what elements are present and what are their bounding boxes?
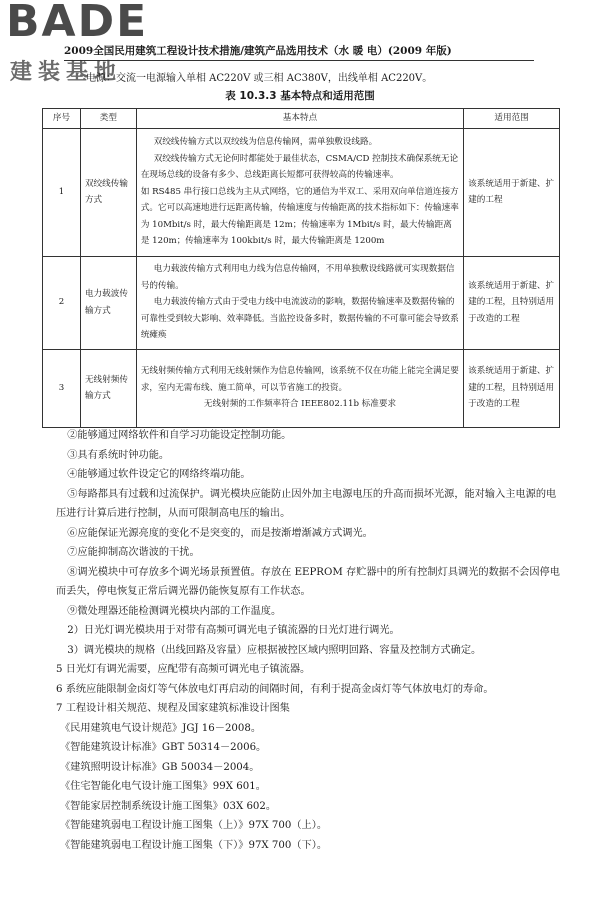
feature-text: 双绞线传输方式无论何时都能处于最佳状态，CSMA/CD 控制技术确保系统无论在现场总线的设备有多少、总线距离长短都可获得较高的传输速率。 bbox=[140, 153, 459, 181]
header-no: 序号 bbox=[43, 109, 81, 129]
list-item: 6 系统应能限制金卤灯等气体放电灯再启动的间隔时间，有利于提高金卤灯等气体放电灯的寿命。 bbox=[56, 683, 494, 695]
logo-wordmark: BADE bbox=[6, 0, 149, 47]
list-item: ⑦应能抑制高次谐波的干扰。 bbox=[67, 547, 200, 558]
feature-text: 电力载波传输方式由于受电力线中电流波动的影响，数据传输速率及数据传输的可靠性受到较大影响、效率降低。当监控设备多时，数据传输的不可靠可能会导致系统瘫痪 bbox=[140, 297, 459, 341]
list-item: ③具有系统时钟功能。 bbox=[67, 449, 170, 461]
row-type: 双绞线传输方式 bbox=[80, 128, 136, 256]
list-item: ④能够通过软件设定它的网络终端功能。 bbox=[67, 469, 251, 480]
row-type: 无线射频传输方式 bbox=[80, 349, 136, 427]
row-scope: 该系统适用于新建、扩建的工程，且特别适用于改造的工程 bbox=[464, 256, 560, 349]
reference-item: 《智能家居控制系统设计施工图集》03X 602。 bbox=[60, 800, 277, 812]
table-caption: 表 10.3.3 基本特点和适用范围 bbox=[225, 90, 375, 102]
list-item: 5 日光灯有调光需要，应配带有高频可调光电子镇流器。 bbox=[56, 664, 311, 675]
feature-text: 电力载波传输方式利用电力线为信息传输网，不用单独敷设线路就可实现数据信号的传输。 bbox=[140, 264, 455, 291]
table-row bbox=[43, 349, 560, 427]
reference-item: 《建筑照明设计标准》GB 50034－2004。 bbox=[60, 761, 260, 773]
reference-item: 《智能建筑设计标准》GBT 50314－2006。 bbox=[60, 742, 267, 753]
list-item: 3）调光模块的规格（出线回路及容量）应根据被控区域内照明回路、容量及控制方式确定。 bbox=[67, 644, 482, 656]
row-no: 2 bbox=[43, 256, 81, 349]
logo-subtitle: 建装基地 bbox=[10, 60, 123, 85]
list-item: ②能够通过网络软件和自学习功能设定控制功能。 bbox=[67, 430, 292, 441]
reference-item: 《智能建筑弱电工程设计施工图集（下）》97X 700（下）。 bbox=[60, 839, 328, 851]
table-row bbox=[43, 128, 560, 256]
feature-text: 如 RS485 串行接口总线为主从式网络，它的通信为半双工、采用双向单信道连接方式。它可以高速地进行远距离传输，传输速度与传输距离的技术指标如下：传输速率为 10Mbit/s 时，最大传输距离是 12m；传输速率为 1Mbit/s 时，最大传输距离是 120m；传输速率为 100kbit/s 时，最大传输距离是 1200m bbox=[140, 186, 459, 247]
list-item: ⑧调光模块中可存放多个调光场景预置值。存放在 EEPROM 存贮器中的所有控制灯具调光的数据不会因停电而丢失，停电恢复正常后调光器仍能恢复原有工作状态。 bbox=[56, 566, 560, 597]
table-header-row bbox=[43, 109, 560, 129]
feature-text: 双绞线传输方式以双绞线为信息传输网，需单独敷设线路。 bbox=[153, 137, 378, 148]
header-type: 类型 bbox=[80, 109, 136, 129]
body-text bbox=[56, 426, 566, 855]
list-item: 2）日光灯调光模块用于对带有高频可调光电子镇流器的日光灯进行调光。 bbox=[67, 625, 400, 636]
feature-text: 无线射频的工作频率符合 IEEE802.11b 标准要求 bbox=[203, 399, 397, 410]
row-no: 3 bbox=[43, 349, 81, 427]
row-features bbox=[136, 128, 463, 256]
list-item: ⑤每路都具有过载和过流保护。调光模块应能防止因外加主电源电压的升高而损坏光源，能对输入主电源的电压进行计算后进行控制，从而可限制高电压的输出。 bbox=[56, 488, 557, 519]
header-features: 基本特点 bbox=[136, 109, 463, 129]
list-item: ⑥应能保证光源亮度的变化不是突变的，而是按渐增渐减方式调光。 bbox=[67, 527, 373, 539]
reference-item: 《民用建筑电气设计规范》JGJ 16－2008。 bbox=[60, 722, 262, 734]
row-features bbox=[136, 256, 463, 349]
features-table bbox=[42, 108, 560, 428]
reference-item: 《智能建筑弱电工程设计施工图集（上）》97X 700（上）。 bbox=[60, 820, 328, 831]
section-heading: 7 工程设计相关规范、规程及国家建筑标准设计图集 bbox=[56, 703, 290, 714]
row-scope: 该系统适用于新建、扩建的工程，且特别适用于改造的工程 bbox=[464, 349, 560, 427]
intro-paragraph: 电源：交流一电源输入单相 AC220V 或三相 AC380V，出线单相 AC220V。 bbox=[86, 73, 433, 84]
row-features bbox=[136, 349, 463, 427]
row-type: 电力载波传输方式 bbox=[80, 256, 136, 349]
feature-text: 无线射频传输方式利用无线射频作为信息传输网，该系统不仅在功能上能完全满足要求，室内无需布线、施工简单，可以节省施工的投资。 bbox=[140, 366, 459, 393]
list-item: ⑨微处理器还能检测调光模块内部的工作温度。 bbox=[67, 605, 282, 617]
header-scope: 适用范围 bbox=[464, 109, 560, 129]
table-row bbox=[43, 256, 560, 349]
row-scope: 该系统适用于新建、扩建的工程 bbox=[464, 128, 560, 256]
running-header: 2009全国民用建筑工程设计技术措施/建筑产品选用技术（水 暖 电）(2009 年版) bbox=[64, 43, 534, 61]
reference-item: 《住宅智能化电气设计施工图集》99X 601。 bbox=[60, 781, 266, 792]
row-no: 1 bbox=[43, 128, 81, 256]
